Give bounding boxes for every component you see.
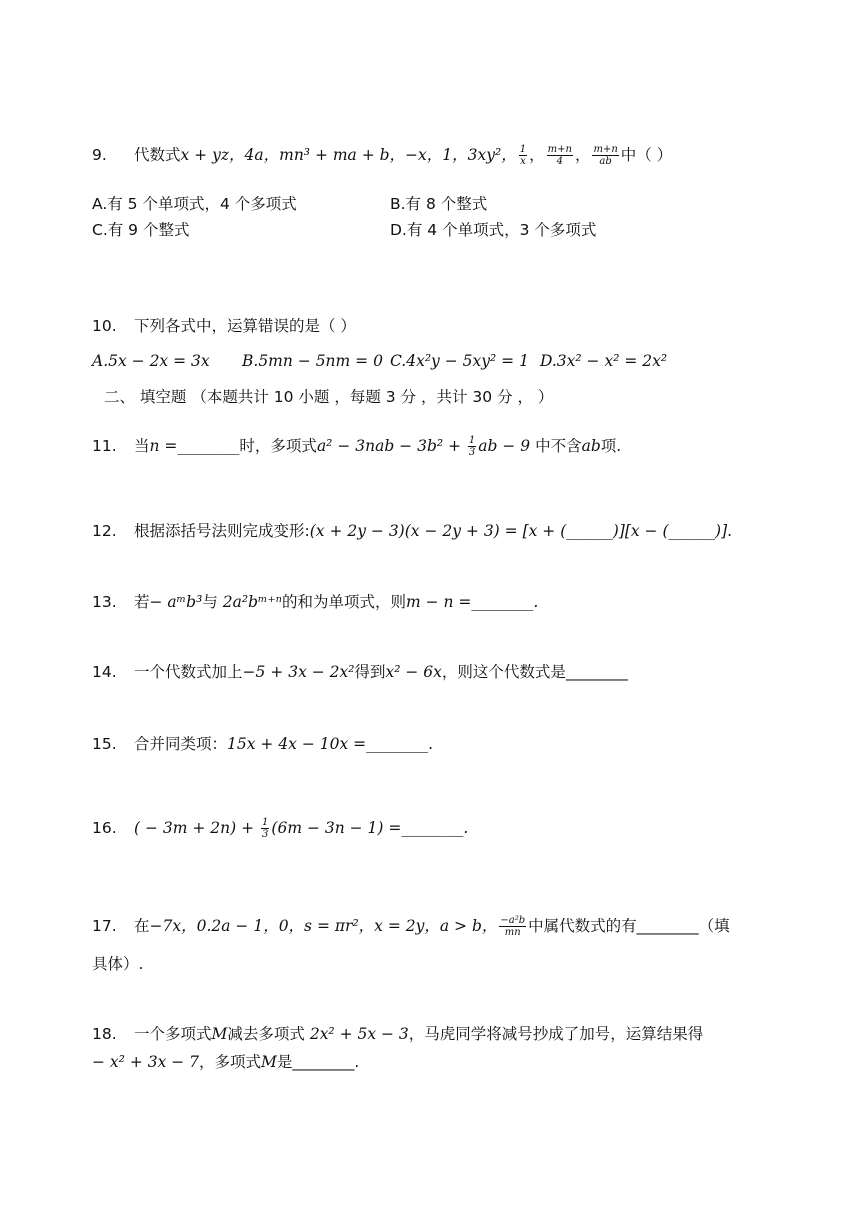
q13-text-a: 若 — [134, 593, 150, 611]
q18-text-e: ，马虎同学将减号抄成了加号，运算结果得 — [408, 1025, 704, 1043]
q13-term-1: − aᵐb³ — [149, 593, 203, 611]
q11-blank: n =________ — [149, 437, 240, 455]
q17-continued: 具体）. — [92, 955, 144, 973]
q18-number: 18. — [92, 1025, 117, 1043]
q9-option-d: D.有 4 个单项式，3 个多项式 — [390, 221, 597, 239]
q11-poly-end: ab − 9 — [478, 437, 531, 455]
q10-text: 下列各式中，运算错误的是（ ） — [134, 317, 356, 335]
q18-text-c: 减去多项式 — [227, 1025, 310, 1043]
q11-text-g: 中不含 — [530, 437, 582, 455]
q9-option-a: A.有 5 个单项式，4 个多项式 — [92, 195, 297, 213]
q13-number: 13. — [92, 593, 117, 611]
section-heading: 二、 填空题 （本题共计 10 小题 ，每题 3 分 ，共计 30 分 ， ） — [104, 388, 554, 406]
q18-poly: 2x² + 5x − 3 — [309, 1025, 409, 1043]
q16-number: 16. — [92, 819, 117, 837]
q9-option-c: C.有 9 个整式 — [92, 221, 190, 239]
q17-text-a: 在 — [134, 917, 150, 935]
q16-fraction: $\frac{1}{3}$ — [262, 817, 269, 840]
q13 — [92, 590, 538, 614]
q18-text-g: ，多项式 — [199, 1053, 262, 1071]
q16 — [92, 816, 468, 840]
q10-option-b: B.5mn − 5nm = 0 — [242, 352, 383, 370]
q10-option-d: D.3x² − x² = 2x² — [540, 352, 668, 370]
q9-number: 9. — [92, 146, 107, 164]
q10-number: 10. — [92, 317, 117, 335]
q18-result: − x² + 3x − 7 — [92, 1053, 200, 1071]
q17 — [92, 914, 730, 938]
q14-number: 14. — [92, 663, 117, 681]
q18-text-a: 一个多项式 — [134, 1025, 212, 1043]
q14-poly-1: −5 + 3x − 2x² — [242, 663, 355, 681]
q17-text-c: 中属代数式的有________（填 — [528, 917, 730, 935]
q18-var-m: M — [211, 1025, 228, 1043]
q9-fraction-3: $\frac{m+n}{ab}$ — [593, 144, 618, 167]
q11-fraction: $\frac{1}{3}$ — [468, 435, 476, 458]
q11-text-i: 项. — [600, 437, 622, 455]
q14 — [92, 660, 628, 684]
q18-var-m-2: M — [261, 1053, 277, 1071]
q15-text: 合并同类项： — [134, 735, 228, 753]
q14-poly-2: x² − 6x — [385, 663, 442, 681]
q17-expr-list: −7x，0.2a − 1，0，s = πr²，x = 2y，a > b， — [149, 917, 498, 935]
q12 — [92, 519, 732, 543]
q11 — [92, 434, 621, 458]
q11-poly: a² − 3nab − 3b² + — [316, 437, 466, 455]
q11-text-a: 当 — [134, 437, 150, 455]
q16-expr-a: ( − 3m + 2n) + — [134, 819, 260, 837]
q10-option-a: A.5x − 2x = 3x — [92, 352, 210, 370]
q17-fraction: $\frac{\text{−a²b}}{mn}$ — [500, 915, 526, 938]
q11-number: 11. — [92, 437, 117, 455]
q15-number: 15. — [92, 735, 117, 753]
q13-text-e: 的和为单项式，则 — [281, 593, 406, 611]
q12-text: 根据添括号法则完成变形: — [134, 522, 310, 540]
q14-text-c: 得到 — [354, 663, 386, 681]
q9-expr: x + yz，4a，mn³ + ma + b，−x，1，3xy²， — [180, 146, 517, 164]
q9-post: 中（ ） — [620, 146, 673, 164]
q17-number: 17. — [92, 917, 117, 935]
q12-expr: (x + 2y − 3)(x − 2y + 3) = [x + (______)][x − (______)]. — [309, 522, 733, 540]
q11-term: ab — [581, 437, 601, 455]
q16-expr-b: (6m − 3n − 1) =________. — [271, 819, 469, 837]
q9-fraction-2: $\frac{m+n}{4}$ — [547, 144, 572, 167]
q13-blank: m − n =________. — [405, 593, 539, 611]
q9-stem: 9. 代数式x + yz，4a，mn³ + ma + b，−x，1，3xy²， $\frac{1}{x}$ ， $\frac{m+n}{4}$ ， $\frac{m+n}{ab}$ 中（ ） — [92, 144, 673, 167]
q9-option-b: B.有 8 个整式 — [390, 195, 488, 213]
q15-expr: 15x + 4x − 10x =________. — [227, 735, 434, 753]
q13-text-c: 与 — [202, 593, 223, 611]
q10-stem — [92, 314, 356, 338]
q12-number: 12. — [92, 522, 117, 540]
q9-pre: 代数式 — [134, 146, 181, 164]
q15 — [92, 732, 433, 756]
q9-fraction-1: $\frac{1}{x}$ — [519, 144, 527, 167]
q18 — [92, 1022, 703, 1046]
q10-option-c: C.4x²y − 5xy² = 1 — [390, 352, 529, 370]
q14-text-e: ，则这个代数式是________ — [441, 663, 628, 681]
q14-text-a: 一个代数式加上 — [134, 663, 243, 681]
q18-text-i: 是________. — [276, 1053, 360, 1071]
q13-term-2: 2a²bᵐ⁺ⁿ — [222, 593, 282, 611]
q11-text-c: 时，多项式 — [239, 437, 317, 455]
q18-continued — [92, 1050, 359, 1074]
